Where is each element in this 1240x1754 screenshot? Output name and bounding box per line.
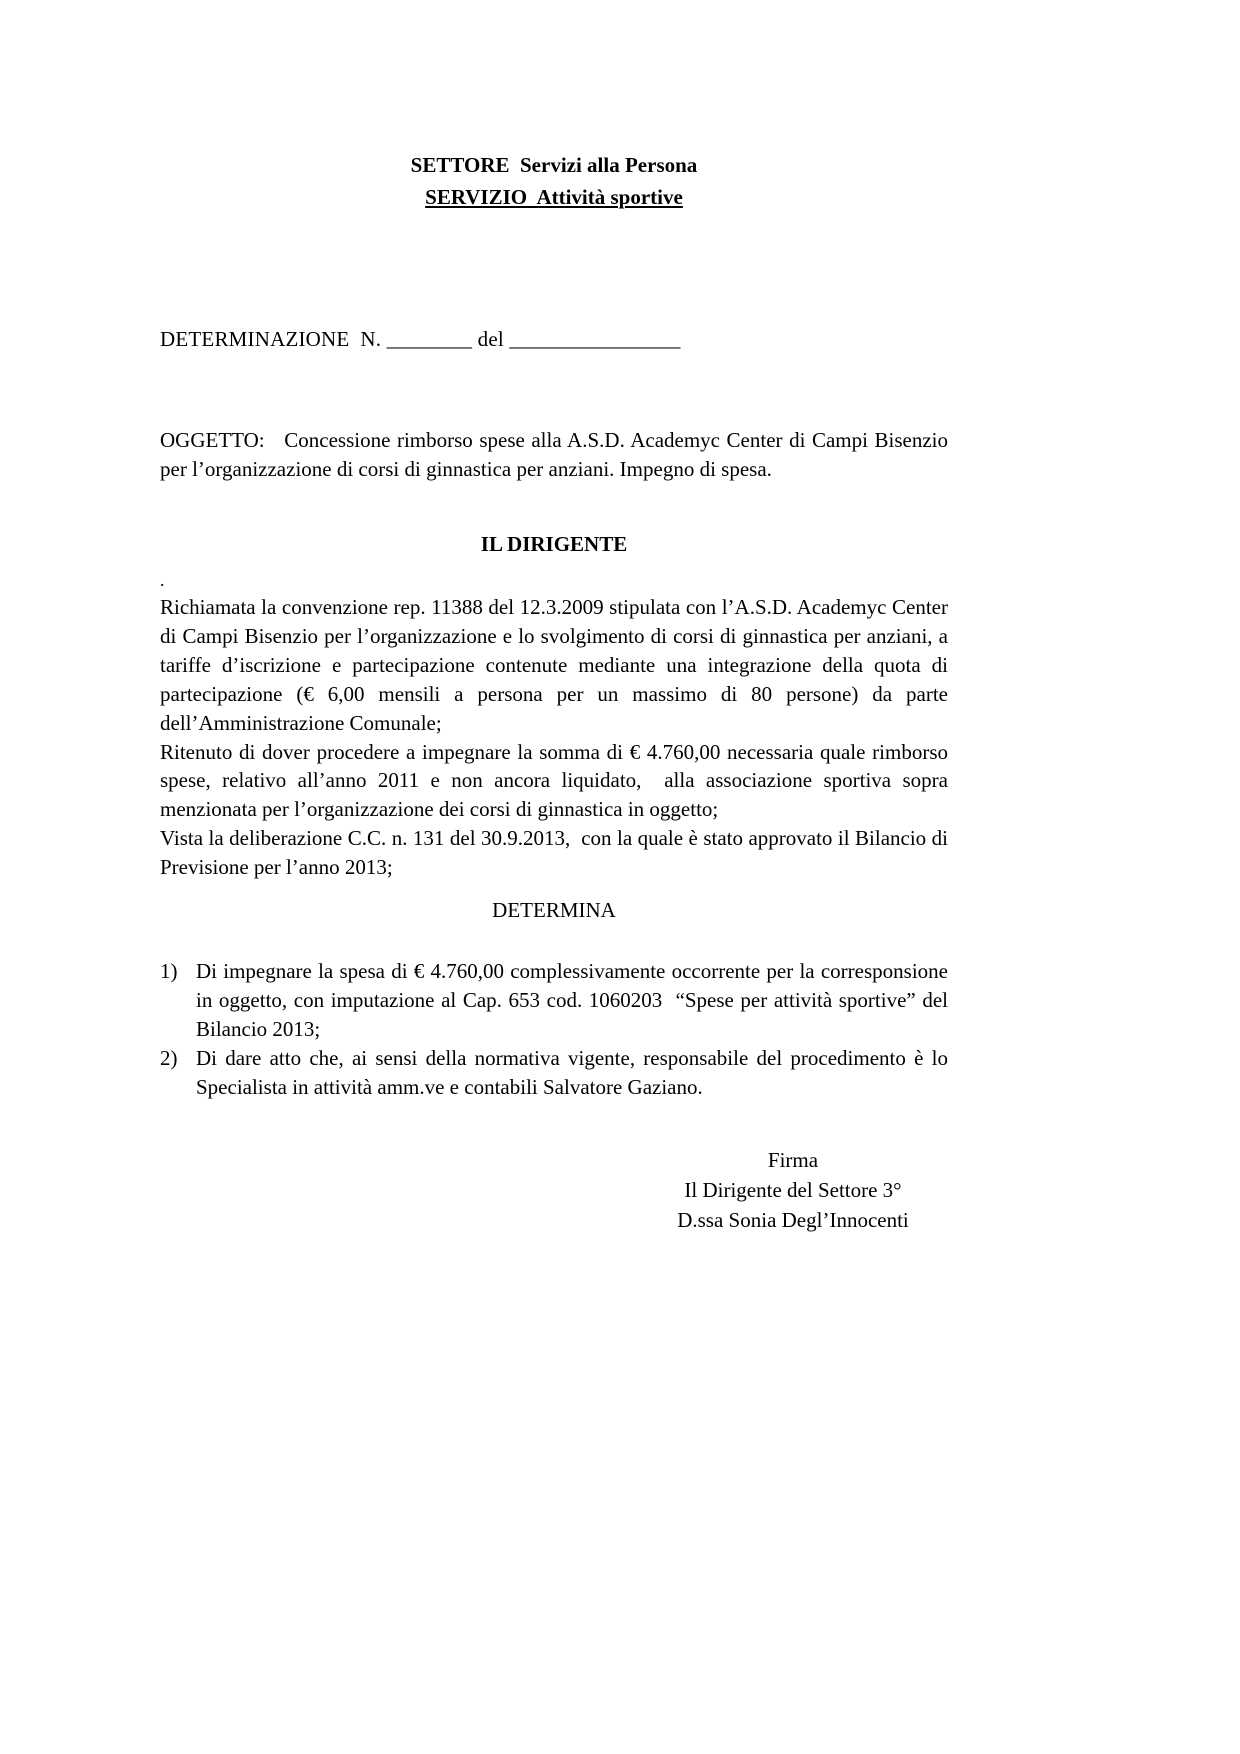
body-paragraph-richiamata: Richiamata la convenzione rep. 11388 del 12.3.2009 stipulata con l’A.S.D. Academyc Center di Campi Bisenzio per l’organizzazione e lo svolgimento di corsi di ginnastica per anziani, a tariffe d’iscrizione e partecipazione contenute mediante una integrazione della quota di partecipazione (€ 6,00 mensili a persona per un massimo di 80 persone) da parte dell’Amministrazione Comunale; [160, 594, 948, 735]
determination-list [160, 957, 948, 1102]
list-item [160, 1044, 948, 1102]
list-item-marker: 1) [160, 959, 178, 984]
body-paragraph-vista: Vista la deliberazione C.C. n. 131 del 30.9.2013, con la quale è stato approvato il Bilancio di Previsione per l’anno 2013; [160, 826, 948, 880]
list-item-text: Di impegnare la spesa di € 4.760,00 complessivamente occorrente per la corresponsione in oggetto, con imputazione al Cap. 653 cod. 1060203 “Spese per attività sportive” del Bilancio 2013; [196, 959, 948, 1042]
section-title-determina: DETERMINA [492, 898, 616, 923]
signature-role: Il Dirigente del Settore 3° [684, 1177, 902, 1202]
list-item-marker: 2) [160, 1046, 178, 1071]
document-header [160, 150, 948, 213]
oggetto-paragraph: OGGETTO: Concessione rimborso spese alla A.S.D. Academyc Center di Campi Bisenzio per l’organizzazione di corsi di ginnastica per anziani. Impegno di spesa. [160, 427, 948, 481]
list-item [160, 957, 948, 1044]
section-title-il-dirigente: IL DIRIGENTE [480, 531, 628, 556]
header-servizio-line: SERVIZIO Attività sportive [425, 184, 683, 209]
signature-block [638, 1146, 948, 1235]
body-paragraph-ritenuto: Ritenuto di dover procedere a impegnare la somma di € 4.760,00 necessaria quale rimborso spese, relativo all’anno 2011 e non ancora liquidato, alla associazione sportiva sopra menzionata per l’organizzazione dei corsi di ginnastica in oggetto; [160, 739, 948, 822]
dot-line: . [160, 569, 165, 590]
header-settore-line: SETTORE Servizi alla Persona [410, 153, 698, 177]
firma-label: Firma [767, 1148, 819, 1173]
list-item-text: Di dare atto che, ai sensi della normativa vigente, responsabile del procedimento è lo Specialista in attività amm.ve e contabili Salvatore Gaziano. [196, 1046, 948, 1100]
determination-number-line: DETERMINAZIONE N. ________ del ________________ [160, 327, 681, 351]
document-body [160, 593, 948, 883]
signature-name: D.ssa Sonia Degl’Innocenti [677, 1207, 909, 1232]
